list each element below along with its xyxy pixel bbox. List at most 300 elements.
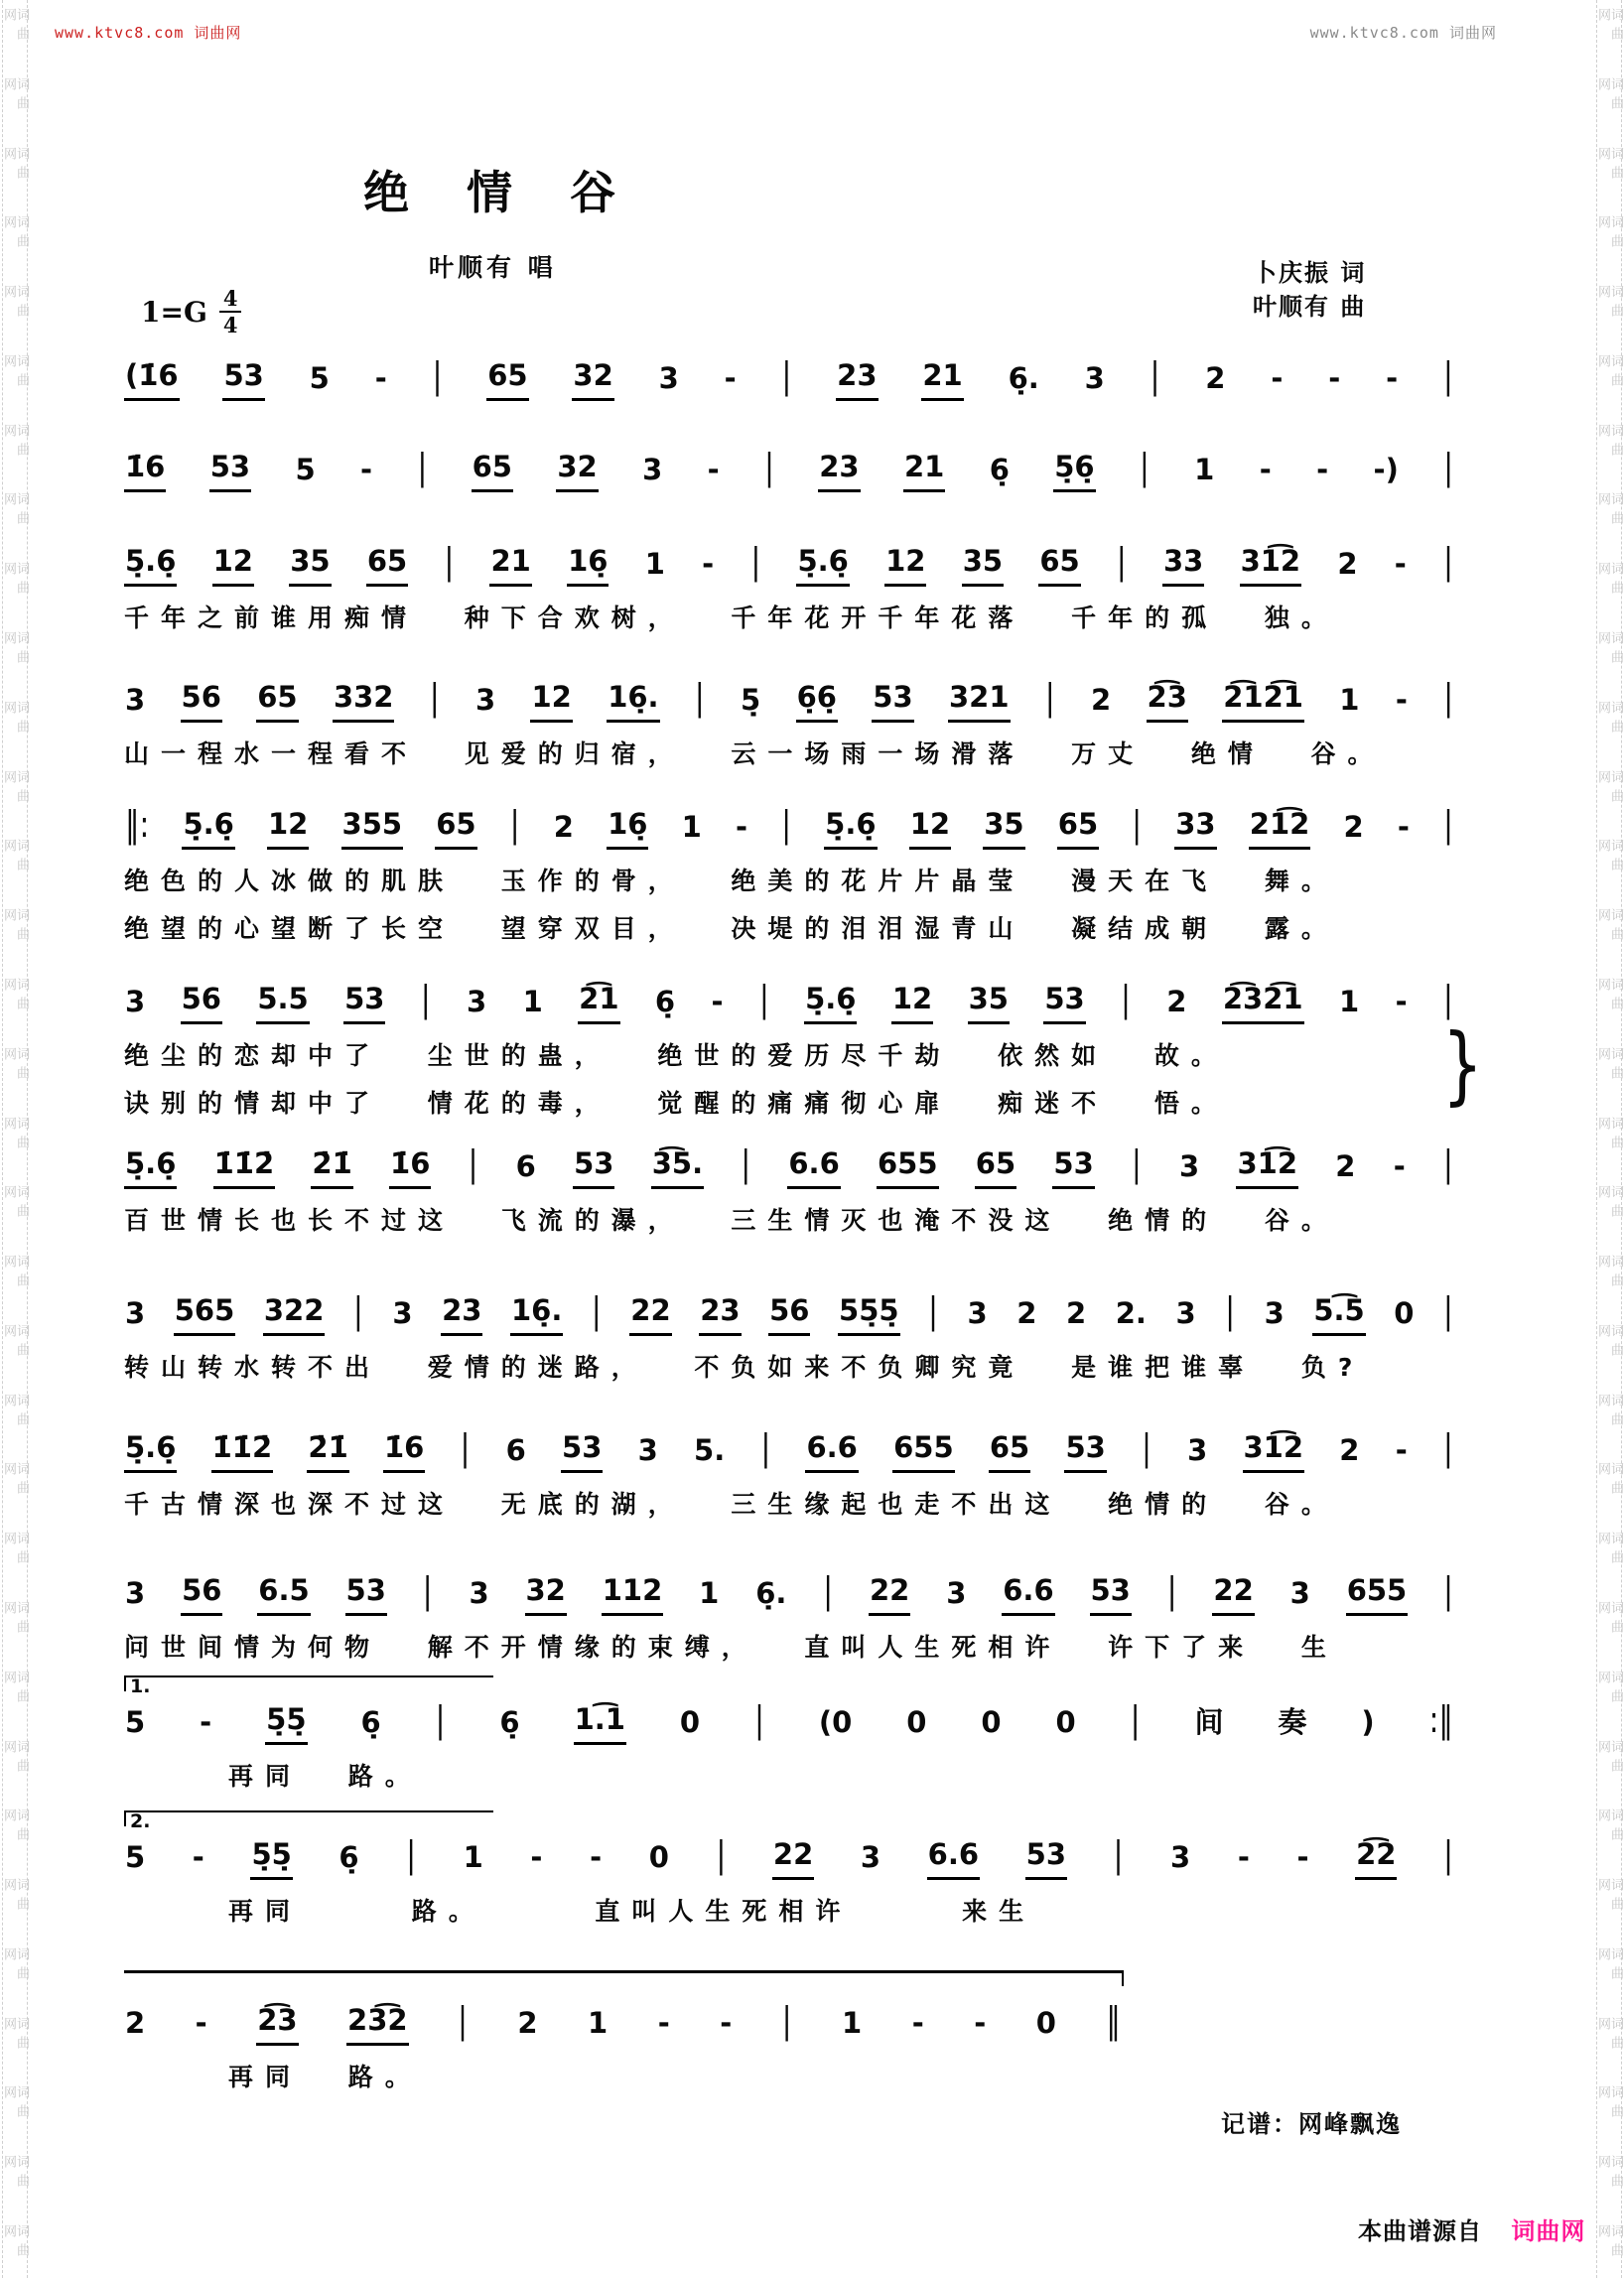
note-group: 2̇1̇ [311, 1143, 352, 1189]
barline: | [422, 1569, 433, 1612]
note-group: 5. [694, 1433, 726, 1467]
notation-line [124, 447, 1454, 492]
note-group: - [707, 453, 720, 486]
watermark-text: 词曲网 [1595, 1185, 1623, 1224]
note-group: 56 [181, 1570, 222, 1616]
note-group: 53 [1090, 1570, 1132, 1616]
key-signature: 1=G [141, 295, 207, 329]
barline: | [1132, 803, 1143, 846]
watermark-text: 词曲网 [1, 1393, 29, 1431]
barline: | [1225, 1289, 1236, 1332]
note-group: 55̣5̣ [838, 1290, 900, 1336]
note-group: - [1394, 547, 1407, 581]
notation-line [124, 1834, 1454, 1880]
note-group: 1 [681, 810, 702, 844]
note-group: 2 [1065, 1296, 1087, 1330]
watermark-text: 词曲网 [1595, 1600, 1623, 1639]
note-group: 6.6 [1002, 1570, 1054, 1616]
note-group: - [735, 810, 748, 844]
watermark-text: 词曲网 [1595, 146, 1623, 185]
note-group: 35 [968, 979, 1010, 1024]
note-group: 56 [181, 979, 222, 1024]
notation-line [124, 804, 1454, 850]
note-group: 6̣ [654, 985, 676, 1018]
note-group: 2͡2 [1355, 1834, 1397, 1880]
note-group: 31͡2 [1240, 541, 1302, 587]
note-group: 65 [366, 541, 408, 587]
barline: | [420, 978, 431, 1020]
time-signature-numerator: 4 [219, 288, 242, 313]
watermark-text: 词曲网 [1, 562, 29, 601]
note-group: 1 [699, 1576, 720, 1610]
score-system-12 [124, 1810, 1454, 1928]
note-group: - [1328, 361, 1341, 395]
score-system-1 [124, 355, 1454, 401]
watermark-column-left [2, 0, 28, 2278]
lyric-line: 绝尘的恋却中了 尘世的蛊， 绝世的爱历尽千劫 依然如 故。 [124, 1041, 1228, 1070]
note-group: 21 [489, 541, 531, 587]
note-group: ) [1361, 1705, 1375, 1739]
barline: | [1116, 540, 1127, 583]
notation-line [124, 677, 1454, 723]
note-group: 65 [975, 1143, 1016, 1189]
barline: ‖ [1106, 1999, 1121, 2042]
note-group: 3 [1264, 1296, 1285, 1330]
barline: | [591, 1289, 602, 1332]
note-group: (1̇6 [124, 355, 180, 401]
watermark-text: 词曲网 [1595, 1046, 1623, 1085]
note-group: 5̣5̣ [265, 1699, 307, 1745]
note-group: 间 [1194, 1705, 1224, 1739]
watermark-text: 词曲网 [1, 76, 29, 115]
time-signature-denominator: 4 [222, 313, 238, 337]
watermark-text: 词曲网 [1595, 1809, 1623, 1847]
lyric-line: 问世间情为何物 解不开情缘的束缚， 直叫人生死相许 许下了来 生 [124, 1633, 1338, 1662]
barline: | [1044, 676, 1055, 719]
notation-line [124, 1699, 1454, 1745]
score-system-2 [124, 447, 1454, 492]
watermark-text: 词曲网 [1, 1532, 29, 1570]
score-system-8 [124, 1290, 1454, 1384]
note-group: 35 [962, 541, 1004, 587]
transcriber-credit: 记谱：网峰飘逸 [1221, 2110, 1402, 2138]
barline: | [741, 1142, 751, 1185]
watermark-text: 词曲网 [1, 2155, 29, 2194]
note-group: 5̣ [741, 683, 761, 717]
lyric-line: 山一程水一程看不 见爱的归宿， 云一场雨一场滑落 万丈 绝情 谷。 [124, 739, 1385, 768]
note-group: - [911, 2006, 924, 2040]
watermark-text: 词曲网 [1595, 1878, 1623, 1917]
site-watermark-top-left: www.ktvc8.com 词曲网 [55, 24, 242, 42]
note-group: 16̣. [510, 1290, 563, 1336]
note-group: 112 [602, 1570, 664, 1616]
note-group: 3 [637, 1433, 658, 1467]
watermark-text: 词曲网 [1, 215, 29, 254]
note-group: 23 [441, 1290, 482, 1336]
note-group: - [1393, 1149, 1406, 1183]
note-group: 5̣6̣ [1053, 447, 1095, 492]
note-group: 2 [125, 2006, 146, 2040]
note-group: 12 [530, 677, 572, 723]
note-group: 2͡32͡1 [1222, 979, 1304, 1024]
lyric-line: 转山转水转不出 爱情的迷路， 不负如来不负卿究竟 是谁把谁辜 负? [124, 1353, 1365, 1382]
note-group: 321 [948, 677, 1011, 723]
note-group: 0 [679, 1705, 701, 1739]
barline: | [1442, 1426, 1453, 1469]
watermark-text: 词曲网 [1595, 215, 1623, 254]
note-group: 56 [768, 1290, 810, 1336]
note-group: 16̣ [607, 804, 648, 850]
note-group: 53 [222, 355, 264, 401]
note-group: 65 [256, 677, 298, 723]
note-group: 65 [435, 804, 476, 850]
note-group: 0 [1394, 1296, 1415, 1330]
note-group: 5.͡5 [1312, 1290, 1365, 1336]
note-group: - [1296, 1840, 1309, 1874]
watermark-text: 词曲网 [1, 1878, 29, 1917]
watermark-text: 词曲网 [1, 2085, 29, 2124]
note-group: - [702, 547, 715, 581]
note-group: 5̣.6̣ [804, 979, 857, 1024]
note-group: 35 [289, 541, 331, 587]
score-system-9 [124, 1427, 1454, 1521]
note-group: 6̣ [989, 453, 1010, 486]
lyric-line: 再同 路。 [228, 1762, 422, 1791]
note-group: 5̣.6̣ [124, 541, 177, 587]
lyric-line: 绝望的心望断了长空 望穿双目， 决堤的泪泪湿青山 凝结成朝 露。 [124, 914, 1338, 943]
lyric-line: 再同 路。 [228, 2063, 422, 2091]
barline: | [1121, 978, 1131, 1020]
volta-label: 1. [130, 1675, 151, 1697]
note-group: 322 [263, 1290, 326, 1336]
watermark-text: 词曲网 [1595, 2016, 1623, 2055]
note-group: 3 [467, 985, 487, 1018]
watermark-text: 词曲网 [1, 631, 29, 670]
watermark-text: 词曲网 [1, 908, 29, 947]
barline: | [750, 540, 761, 583]
barline: | [1443, 446, 1453, 488]
note-group: 6̣ [338, 1840, 359, 1874]
barline: | [429, 676, 440, 719]
note-group: 6 [515, 1149, 536, 1183]
watermark-text: 词曲网 [1595, 1116, 1623, 1154]
note-group: 3 [125, 1576, 146, 1610]
note-group: 2͡3 [1147, 677, 1188, 723]
note-group: 3 [1179, 1149, 1200, 1183]
note-group: (0 [818, 1705, 853, 1739]
note-group: -) [1373, 453, 1399, 486]
note-group: 5̣.6̣ [824, 804, 877, 850]
note-group: 53 [872, 677, 913, 723]
barline: | [1150, 354, 1160, 397]
note-group: 12 [212, 541, 254, 587]
note-group: 53 [343, 979, 385, 1024]
notation-line [124, 2000, 1122, 2046]
note-group: 53 [209, 447, 251, 492]
notation-line [124, 541, 1454, 587]
note-group: 6̣ [499, 1705, 520, 1739]
note-group: 32 [556, 447, 598, 492]
note-group: 1̇1̇2̇ [213, 1143, 276, 1189]
barline: | [458, 1999, 468, 2042]
note-group: 1 [842, 2006, 863, 2040]
note-group: 3 [642, 453, 663, 486]
note-group: 22 [629, 1290, 671, 1336]
note-group: - [724, 361, 737, 395]
watermark-text: 词曲网 [1, 1600, 29, 1639]
note-group: - [374, 361, 387, 395]
note-group: 3 [474, 683, 496, 717]
note-group: 6.5 [257, 1570, 310, 1616]
note-group: 5 [295, 453, 316, 486]
watermark-text: 词曲网 [1, 146, 29, 185]
note-group: 2. [1115, 1296, 1147, 1330]
note-group: 2 [1337, 547, 1358, 581]
note-group: 21 [903, 447, 945, 492]
composer-credit: 叶顺有 曲 [1253, 293, 1367, 321]
notation-line [124, 1290, 1454, 1336]
watermark-text: 词曲网 [1595, 8, 1623, 46]
note-group: - [1386, 361, 1399, 395]
note-group: 3 [1187, 1433, 1208, 1467]
watermark-text: 词曲网 [1595, 769, 1623, 808]
watermark-text: 词曲网 [1595, 76, 1623, 115]
watermark-text: 词曲网 [1595, 1462, 1623, 1501]
note-group: 6̣ [360, 1705, 381, 1739]
lyric-line: 诀别的情却中了 情花的毒， 觉醒的痛痛彻心扉 痴迷不 悟。 [124, 1089, 1228, 1118]
note-group: 53 [1025, 1834, 1067, 1880]
note-group: 23 [836, 355, 878, 401]
note-group: 31͡2 [1236, 1143, 1298, 1189]
watermark-text: 词曲网 [1, 1946, 29, 1985]
score-system-13 [124, 2000, 1454, 2093]
note-group: - [974, 2006, 987, 2040]
barline: | [444, 540, 455, 583]
watermark-text: 词曲网 [1, 769, 29, 808]
note-group: 65 [989, 1427, 1030, 1473]
note-group: - [1395, 1433, 1408, 1467]
note-group: 65 [1038, 541, 1080, 587]
note-group: 655 [877, 1143, 939, 1189]
barline: | [1142, 1426, 1151, 1469]
watermark-text: 词曲网 [1595, 2085, 1623, 2124]
barline: | [928, 1289, 938, 1332]
watermark-text: 词曲网 [1595, 700, 1623, 738]
lyric-line: 再同 路。 直叫人生死相许 来生 [228, 1897, 1036, 1926]
note-group: 3 [1084, 361, 1105, 395]
verse-brace: } [1442, 1015, 1484, 1115]
note-group: 1̇6 [383, 1427, 425, 1473]
barline: | [1130, 1698, 1141, 1741]
note-group: 5̣.6̣ [124, 1427, 177, 1473]
note-group: - [590, 1840, 603, 1874]
source-note [1358, 2211, 1585, 2246]
volta-bracket [124, 1675, 493, 1697]
note-group: 5.5 [256, 979, 309, 1024]
watermark-text: 词曲网 [1595, 1323, 1623, 1362]
score-system-11 [124, 1675, 1454, 1793]
note-group: 65 [486, 355, 528, 401]
note-group: 3 [125, 1296, 146, 1330]
barline: | [1132, 1142, 1142, 1185]
note-group: 332 [333, 677, 395, 723]
note-group: 5̣.6̣ [796, 541, 849, 587]
note-group: 655 [892, 1427, 955, 1473]
note-group: - [1259, 453, 1272, 486]
note-group: 22 [772, 1834, 814, 1880]
note-group: - [720, 2006, 733, 2040]
watermark-text: 词曲网 [1, 2224, 29, 2262]
watermark-text: 词曲网 [1, 839, 29, 877]
note-group: 2 [1335, 1149, 1356, 1183]
barline: | [1443, 1142, 1453, 1185]
barline: | [694, 676, 705, 719]
note-group: 3 [860, 1840, 881, 1874]
note-group: 0 [1055, 1705, 1076, 1739]
watermark-text: 词曲网 [1, 1670, 29, 1708]
watermark-text: 词曲网 [1, 1255, 29, 1293]
barline: | [432, 354, 443, 397]
watermark-text: 词曲网 [1, 2016, 29, 2055]
notation-line [124, 1570, 1454, 1616]
barline: | [1442, 354, 1453, 397]
watermark-text: 词曲网 [1, 1809, 29, 1847]
credits-block [1253, 256, 1366, 324]
note-group: 655 [1346, 1570, 1409, 1616]
note-group: - [1271, 361, 1284, 395]
note-group: 2͡1 [578, 979, 619, 1024]
lyricist-credit: 卜庆振 词 [1253, 259, 1367, 287]
note-group: - [360, 453, 373, 486]
notation-line [124, 1427, 1454, 1473]
watermark-text: 词曲网 [1, 8, 29, 46]
note-group: 1̇1̇2̇ [211, 1427, 274, 1473]
barline: | [417, 446, 428, 488]
barline: | [781, 354, 792, 397]
note-group: - [200, 1705, 212, 1739]
volta-label: 2. [130, 1810, 151, 1832]
watermark-text: 词曲网 [1595, 977, 1623, 1015]
lyric-line: 绝色的人冰做的肌肤 玉作的骨， 绝美的花片片晶莹 漫天在飞 舞。 [124, 867, 1338, 895]
note-group: 53 [345, 1570, 387, 1616]
watermark-text: 词曲网 [1595, 1532, 1623, 1570]
note-group: 1 [463, 1840, 483, 1874]
notation-line [124, 355, 1454, 401]
score-system-7 [124, 1143, 1454, 1237]
note-group: 1̇6 [389, 1143, 431, 1189]
note-group: 3 [125, 683, 146, 717]
barline: | [1113, 1833, 1124, 1876]
lyric-line: 百世情长也长不过这 飞流的瀑， 三生情灭也淹不没这 绝情的 谷。 [124, 1206, 1338, 1235]
note-group: 2͡3 [256, 2000, 298, 2046]
barline: | [435, 1698, 446, 1741]
note-group: 6̣. [1008, 361, 1039, 395]
watermark-text: 词曲网 [1595, 285, 1623, 324]
note-group: 22 [869, 1570, 910, 1616]
barline: | [406, 1833, 416, 1876]
note-group: 5̣5̣ [250, 1834, 292, 1880]
barline: | [1443, 1289, 1453, 1332]
barline: | [823, 1569, 834, 1612]
note-group: 33 [1174, 804, 1216, 850]
watermark-text: 词曲网 [1595, 492, 1623, 531]
note-group: 3 [1170, 1840, 1191, 1874]
note-group: 6̣6̣ [796, 677, 838, 723]
barline: ‖: [125, 803, 150, 846]
note-group: 23 [818, 447, 860, 492]
note-group: 1̇6 [124, 447, 166, 492]
volta-bracket [124, 1810, 493, 1832]
note-group: 21 [921, 355, 963, 401]
watermark-text: 词曲网 [1595, 423, 1623, 462]
note-group: 2 [1343, 810, 1364, 844]
note-group: - [1395, 985, 1408, 1018]
barline: | [781, 1999, 792, 2042]
watermark-text: 词曲网 [1595, 562, 1623, 601]
note-group: 2 [1166, 985, 1187, 1018]
notation-line [124, 1143, 1454, 1189]
note-group: 32 [572, 355, 613, 401]
note-group: - [1397, 810, 1410, 844]
watermark-text: 词曲网 [1, 423, 29, 462]
score-system-3 [124, 541, 1454, 634]
barline: | [716, 1833, 727, 1876]
watermark-text: 词曲网 [1595, 631, 1623, 670]
singer-credit: 叶顺有 唱 [429, 253, 557, 282]
note-group: - [711, 985, 724, 1018]
note-group: 6 [505, 1433, 526, 1467]
note-group: 2 [1339, 1433, 1360, 1467]
site-watermark-top-right: www.ktvc8.com 词曲网 [1309, 24, 1497, 42]
note-group: - [192, 1840, 204, 1874]
note-group: 65 [1057, 804, 1099, 850]
note-group: 3 [1175, 1296, 1196, 1330]
barline: | [468, 1142, 478, 1185]
barline: | [352, 1289, 363, 1332]
note-group: 6̣. [755, 1576, 787, 1610]
note-group: 32 [525, 1570, 567, 1616]
note-group: 35 [983, 804, 1024, 850]
score-system-6 [124, 978, 1484, 1120]
score-system-10 [124, 1570, 1454, 1664]
watermark-text: 词曲网 [1, 285, 29, 324]
note-group: 2 [1090, 683, 1112, 717]
watermark-column-right [1596, 0, 1622, 2278]
watermark-text: 词曲网 [1595, 908, 1623, 947]
note-group: 1 [1194, 453, 1215, 486]
barline: | [758, 978, 769, 1020]
watermark-text: 词曲网 [1, 1185, 29, 1224]
note-group: 0 [1035, 2006, 1056, 2040]
barline: | [764, 446, 774, 488]
note-group: 1 [1339, 683, 1360, 717]
watermark-text: 词曲网 [1, 700, 29, 738]
note-group: 355 [341, 804, 404, 850]
note-group: 12 [267, 804, 309, 850]
barline: | [509, 803, 520, 846]
watermark-text: 词曲网 [1595, 2224, 1623, 2262]
note-group: 5 [125, 1840, 146, 1874]
score-system-5 [124, 804, 1454, 945]
note-group: 3 [658, 361, 679, 395]
note-group: 2̇1̇ [307, 1427, 348, 1473]
key-and-time-signature [141, 288, 241, 335]
watermark-text: 词曲网 [1595, 1255, 1623, 1293]
barline: | [760, 1426, 771, 1469]
note-group: 1 [522, 985, 543, 1018]
watermark-text: 词曲网 [1, 1462, 29, 1501]
note-group: 1.͡1 [574, 1699, 626, 1745]
